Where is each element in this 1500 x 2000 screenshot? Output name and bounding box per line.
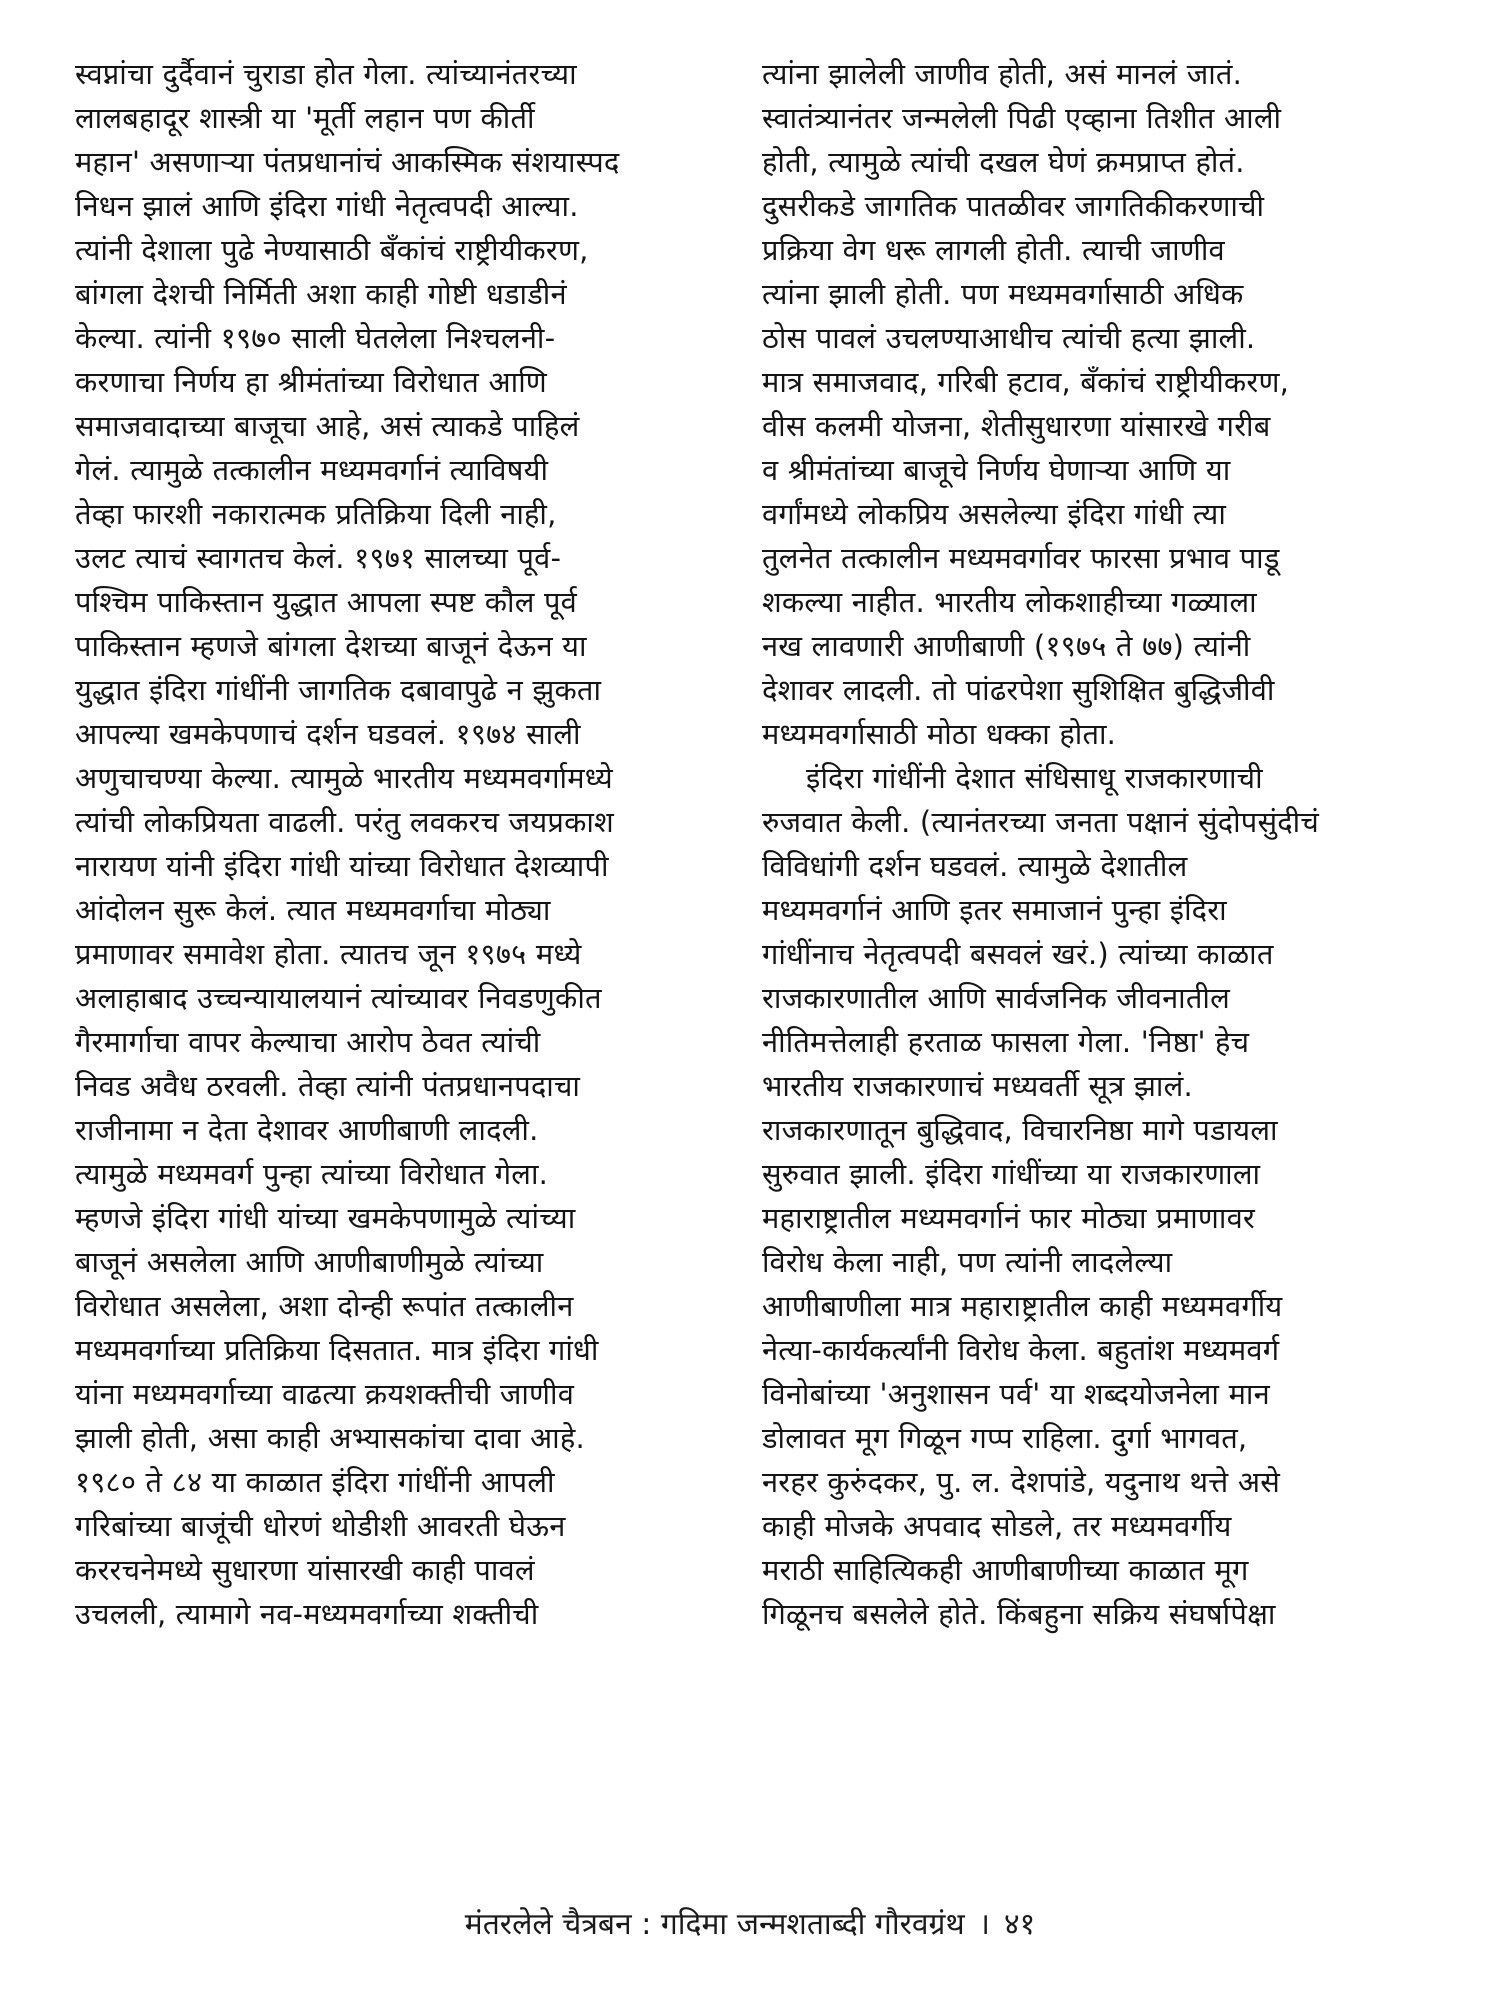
text-line: गरिबांच्या बाजूंची धोरणं थोडीशी आवरती घेऊन — [75, 1509, 566, 1543]
text-line: ठोस पावलं उचलण्याआधीच त्यांची हत्या झाली. — [762, 321, 1256, 355]
text-line: त्यांना झाली होती. पण मध्यमवर्गासाठी अधिक — [762, 277, 1244, 311]
text-line: अणुचाचण्या केल्या. त्यामुळे भारतीय मध्यमवर्गामध्ये — [75, 761, 613, 795]
text-line: उचलली, त्यामागे नव-मध्यमवर्गाच्या शक्तीची — [75, 1597, 539, 1631]
text-line: नख लावणारी आणीबाणी (१९७५ ते ७७) त्यांनी — [762, 629, 1251, 663]
text-line: महान' असणाऱ्या पंतप्रधानांचं आकस्मिक संशयास्पद — [75, 145, 620, 179]
text-line: गेलं. त्यामुळे तत्कालीन मध्यमवर्गानं त्याविषयी — [75, 453, 549, 487]
text-line: देशावर लादली. तो पांढरपेशा सुशिक्षित बुद्धिजीवी — [762, 673, 1275, 707]
text-line: व श्रीमंतांच्या बाजूचे निर्णय घेणाऱ्या आणि या — [762, 453, 1231, 487]
text-line: वीस कलमी योजना, शेतीसुधारणा यांसारखे गरीब — [762, 409, 1271, 443]
text-line: डोलावत मूग गिळून गप्प राहिला. दुर्गा भागवत, — [762, 1421, 1248, 1455]
text-line: विरोध केला नाही, पण त्यांनी लादलेल्या — [762, 1245, 1173, 1279]
text-line: काही मोजके अपवाद सोडले, तर मध्यमवर्गीय — [762, 1509, 1232, 1543]
text-line: नरहर कुरुंदकर, पु. ल. देशपांडे, यदुनाथ थत्ते असे — [762, 1465, 1281, 1499]
footer-book-title: मंतरलेले चैत्रबन : गदिमा जन्मशताब्दी गौरवग्रंथ — [464, 1907, 965, 1942]
text-line: त्यामुळे मध्यमवर्ग पुन्हा त्यांच्या विरोधात गेला. — [75, 1157, 549, 1191]
text-line: सुरुवात झाली. इंदिरा गांधींच्या या राजकारणाला — [762, 1157, 1261, 1191]
text-line: कररचनेमध्ये सुधारणा यांसारखी काही पावलं — [75, 1553, 535, 1587]
text-line: विनोबांच्या 'अनुशासन पर्व' या शब्दयोजनेला मान — [762, 1377, 1270, 1411]
text-line: स्वातंत्र्यानंतर जन्मलेली पिढी एव्हाना तिशीत आली — [762, 101, 1282, 135]
text-line: मराठी साहित्यिकही आणीबाणीच्या काळात मूग — [762, 1553, 1249, 1587]
text-line: विविधांगी दर्शन घडवलं. त्यामुळे देशातील — [762, 849, 1188, 883]
text-line: मध्यमवर्गानं आणि इतर समाजानं पुन्हा इंदिरा — [762, 893, 1227, 927]
text-line: विरोधात असलेला, अशा दोन्ही रूपांत तत्कालीन — [75, 1289, 574, 1323]
text-line: नारायण यांनी इंदिरा गांधी यांच्या विरोधात देशव्यापी — [75, 849, 609, 883]
text-line: उलट त्याचं स्वागतच केलं. १९७१ सालच्या पूर्व- — [75, 541, 562, 575]
text-line: त्यांची लोकप्रियता वाढली. परंतु लवकरच जयप्रकाश — [75, 805, 614, 839]
text-line: पाकिस्तान म्हणजे बांगला देशच्या बाजूनं देऊन या — [75, 629, 587, 663]
text-line: महाराष्ट्रातील मध्यमवर्गानं फार मोठ्या प्रमाणावर — [762, 1201, 1255, 1235]
text-line: नेत्या-कार्यकर्त्यांनी विरोध केला. बहुतांश मध्यमवर्ग — [762, 1333, 1280, 1367]
text-line: करणाचा निर्णय हा श्रीमंतांच्या विरोधात आणि — [75, 365, 547, 399]
text-line: नीतिमत्तेलाही हरताळ फासला गेला. 'निष्ठा' हेच — [762, 1025, 1250, 1059]
text-line: लालबहादूर शास्त्री या 'मूर्ती लहान पण कीर्ती — [75, 101, 535, 135]
text-line: आंदोलन सुरू केलं. त्यात मध्यमवर्गाचा मोठ्या — [75, 893, 551, 927]
text-line: राजकारणातून बुद्धिवाद, विचारनिष्ठा मागे पडायला — [762, 1113, 1278, 1147]
page-footer — [0, 1905, 1500, 1945]
text-line: म्हणजे इंदिरा गांधी यांच्या खमकेपणामुळे त्यांच्या — [75, 1201, 576, 1235]
text-line: मध्यमवर्गाच्या प्रतिक्रिया दिसतात. मात्र इंदिरा गांधी — [75, 1333, 599, 1367]
text-line: आणीबाणीला मात्र महाराष्ट्रातील काही मध्यमवर्गीय — [762, 1289, 1283, 1323]
text-line: केल्या. त्यांनी १९७० साली घेतलेला निश्चलनी- — [75, 321, 556, 355]
right-text-column — [762, 52, 1427, 1636]
text-line: बांगला देशची निर्मिती अशा काही गोष्टी धडाडीनं — [75, 277, 567, 311]
text-line: गिळूनच बसलेले होते. किंबहुना सक्रिय संघर्षापेक्षा — [762, 1597, 1276, 1631]
text-line: भारतीय राजकारणाचं मध्यवर्ती सूत्र झालं. — [762, 1069, 1193, 1103]
text-line: पश्चिम पाकिस्तान युद्धात आपला स्पष्ट कौल पूर्व — [75, 585, 578, 619]
text-line: अलाहाबाद उच्चन्यायालयानं त्यांच्यावर निवडणुकीत — [75, 981, 602, 1015]
text-line: निवड अवैध ठरवली. तेव्हा त्यांनी पंतप्रधानपदाचा — [75, 1069, 581, 1103]
text-line: राजकारणातील आणि सार्वजनिक जीवनातील — [762, 981, 1230, 1015]
text-line: १९८० ते ८४ या काळात इंदिरा गांधींनी आपली — [75, 1465, 555, 1499]
text-line: यांना मध्यमवर्गाच्या वाढत्या क्रयशक्तीची जाणीव — [75, 1377, 575, 1411]
text-line: प्रमाणावर समावेश होता. त्यातच जून १९७५ मध्ये — [75, 937, 582, 971]
text-line: वर्गांमध्ये लोकप्रिय असलेल्या इंदिरा गांधी त्या — [762, 497, 1227, 531]
text-line: मात्र समाजवाद, गरिबी हटाव, बँकांचं राष्ट्रीयीकरण, — [762, 365, 1290, 399]
text-line: गांधींनाच नेतृत्वपदी बसवलं खरं.) त्यांच्या काळात — [762, 937, 1274, 971]
left-text-column — [75, 52, 740, 1636]
text-line: तुलनेत तत्कालीन मध्यमवर्गावर फारसा प्रभाव पाडू — [762, 541, 1280, 575]
text-line: समाजवादाच्या बाजूचा आहे, असं त्याकडे पाहिलं — [75, 409, 580, 443]
text-line: त्यांना झालेली जाणीव होती, असं मानलं जातं. — [762, 57, 1243, 91]
text-line: झाली होती, असा काही अभ्यासकांचा दावा आहे. — [75, 1421, 585, 1455]
text-line: स्वप्नांचा दुर्दैवानं चुराडा होत गेला. त्यांच्यानंतरच्या — [75, 57, 577, 91]
text-line: प्रक्रिया वेग धरू लागली होती. त्याची जाणीव — [762, 233, 1225, 267]
text-line: मध्यमवर्गासाठी मोठा धक्का होता. — [762, 717, 1117, 751]
text-line: होती, त्यामुळे त्यांची दखल घेणं क्रमप्राप्त होतं. — [762, 145, 1245, 179]
text-line: शकल्या नाहीत. भारतीय लोकशाहीच्या गळ्याला — [762, 585, 1257, 619]
text-line: आपल्या खमकेपणाचं दर्शन घडवलं. १९७४ साली — [75, 717, 581, 751]
text-line: तेव्हा फारशी नकारात्मक प्रतिक्रिया दिली नाही, — [75, 497, 557, 531]
text-line: राजीनामा न देता देशावर आणीबाणी लादली. — [75, 1113, 539, 1147]
text-line: युद्धात इंदिरा गांधींनी जागतिक दबावापुढे न झुकता — [75, 673, 602, 707]
text-line: रुजवात केली. (त्यानंतरच्या जनता पक्षानं सुंदोपसुंदीचं — [762, 805, 1319, 839]
text-line: त्यांनी देशाला पुढे नेण्यासाठी बँकांचं राष्ट्रीयीकरण, — [75, 233, 589, 267]
footer-separator: । — [978, 1907, 991, 1942]
text-line: बाजूनं असलेला आणि आणीबाणीमुळे त्यांच्या — [75, 1245, 544, 1279]
footer-page-number: ४१ — [1004, 1907, 1036, 1942]
text-line: गैरमार्गाचा वापर केल्याचा आरोप ठेवत त्यांची — [75, 1025, 541, 1059]
text-line: दुसरीकडे जागतिक पातळीवर जागतिकीकरणाची — [762, 189, 1265, 223]
text-line: इंदिरा गांधींनी देशात संधिसाधू राजकारणाची — [806, 761, 1263, 795]
text-line: निधन झालं आणि इंदिरा गांधी नेतृत्वपदी आल्या. — [75, 189, 579, 223]
